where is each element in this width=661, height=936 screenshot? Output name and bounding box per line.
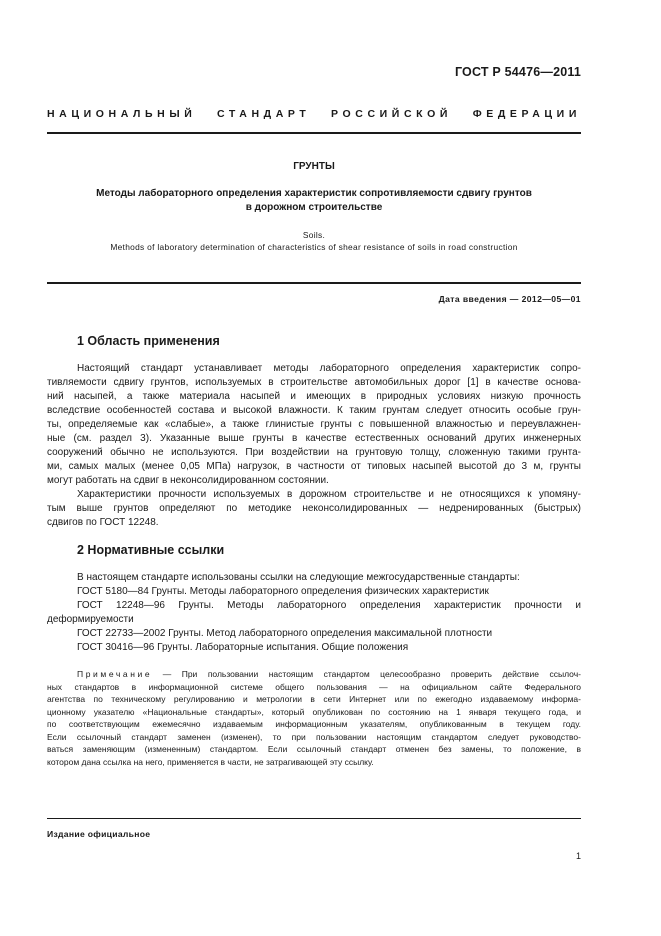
standard-type-word: ФЕДЕРАЦИИ — [472, 108, 581, 120]
reference-item: ГОСТ 5180—84 Грунты. Методы лабораторного определения физических характеристик — [77, 586, 489, 597]
standard-type-word: СТАНДАРТ — [217, 108, 311, 120]
note-line: ных стандартов в информационной системе общего пользования — на официальном сайте Федерального — [47, 681, 581, 692]
section-2-references — [47, 571, 581, 655]
standard-type-word: РОССИЙСКОЙ — [331, 108, 453, 120]
text-line: могут работать на сдвиг в неконсолидированном состоянии. — [47, 475, 329, 486]
reference-note — [47, 668, 581, 768]
text-line: Настоящий стандарт устанавливает методы лабораторного определения характеристик сопро- — [77, 363, 581, 374]
subtitle-line: в дорожном строительстве — [245, 202, 383, 213]
reference-item-continuation: деформируемости — [47, 614, 134, 625]
footer-divider — [47, 818, 581, 819]
text-line: ний насыпей, а также материала насыпей и имеющих в природных условиях низкую прочность — [47, 391, 581, 402]
introduction-date: Дата введения — 2012—05—01 — [438, 294, 581, 304]
reference-item: ГОСТ 12248—96 Грунты. Методы лабораторного определения характеристик прочности и — [77, 600, 581, 611]
text-line: Характеристики прочности используемых в дорожном строительстве и не относящихся к упомяну- — [77, 489, 581, 500]
english-title-line: Methods of laboratory determination of characteristics of shear resistance of soils in road construction — [110, 242, 518, 252]
subtitle-line: Методы лабораторного определения характеристик сопротивляемости сдвигу грунтов — [96, 188, 532, 199]
document-subtitle — [47, 187, 581, 215]
english-title-line: Soils. — [302, 230, 326, 240]
references-intro: В настоящем стандарте использованы ссылки на следующие межгосударственные стандарты: — [77, 572, 520, 583]
note-line: котором дана ссылка на него, применяется в части, не затрагивающей эту ссылку. — [47, 756, 374, 767]
english-title — [47, 229, 581, 253]
section-1-paragraph-2 — [47, 488, 581, 530]
text-line: сооружений обычно не используются. При воздействии на грунтовую толщу, сложенную такими грунта- — [47, 447, 581, 458]
text-line: сдвигов по ГОСТ 12248. — [47, 517, 159, 528]
section-1-heading: 1 Область применения — [77, 334, 220, 348]
text-line: вследствие особенностей состава и высокой влажности. К таким грунтам следует относить особые грун- — [47, 405, 581, 416]
page-number: 1 — [575, 851, 581, 861]
standard-type-word: НАЦИОНАЛЬНЫЙ — [47, 108, 197, 120]
text-line: тивляемости сдвигу грунтов, используемых в строительстве автомобильных дорог [1] в качестве основа- — [47, 377, 581, 388]
document-number: ГОСТ Р 54476—2011 — [454, 65, 581, 79]
note-line: ваться заменяющим (измененным) стандартом. Если ссылочный стандарт отменен без замены, то положение, в — [47, 744, 581, 754]
note-line: по соответствующим ежемесячно издаваемым информационным указателям, опубликованным в текущем году. — [47, 719, 581, 729]
text-line: ные (см. раздел 3). Указанные выше грунты в качестве естественных оснований других инженерных — [47, 433, 581, 444]
title-divider — [47, 282, 581, 284]
document-title: ГРУНТЫ — [293, 161, 335, 172]
reference-item: ГОСТ 30416—96 Грунты. Лабораторные испытания. Общие положения — [77, 642, 409, 653]
standard-type-banner — [47, 108, 581, 120]
section-2-heading: 2 Нормативные ссылки — [77, 543, 225, 557]
reference-item: ГОСТ 22733—2002 Грунты. Метод лабораторного определения максимальной плотности — [77, 628, 493, 639]
note-text: — При пользовании настоящим стандартом целесообразно проверить действие ссылоч- — [162, 669, 581, 679]
top-divider — [47, 132, 581, 134]
edition-label: Издание официальное — [47, 829, 151, 839]
text-line: ты, определяемые как «слабые», а также глинистые грунты с повышенной влажностью и переувлажнен- — [47, 419, 581, 430]
text-line: ми, самых малых (менее 0,05 МПа) нагрузок, в частности от типовых насыпей высотой до 3 м, грунты — [47, 461, 581, 472]
note-label: Примечание — [77, 669, 153, 679]
note-line: ционному указателю «Национальные стандарты», который опубликован по состоянию на 1 января текущего года, и — [47, 706, 581, 717]
note-line: агентства по техническому регулированию и метрологии в сети Интернет или по ежегодно издаваемому информа- — [47, 694, 581, 704]
note-line: Если ссылочный стандарт заменен (изменен), то при пользовании настоящим стандартом следует руководство- — [47, 731, 581, 742]
text-line: тым выше грунтов определяют по методике неконсолидированных — недренированных (быстрых) — [47, 503, 581, 514]
section-1-paragraph-1 — [47, 362, 581, 488]
note-line — [47, 668, 581, 681]
